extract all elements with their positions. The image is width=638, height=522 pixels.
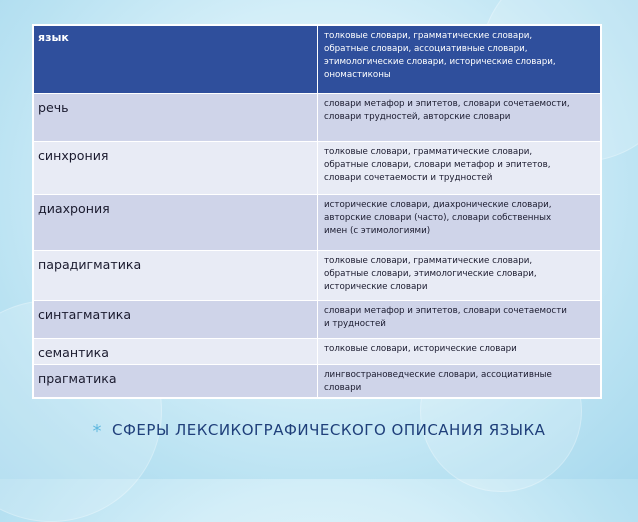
description-line: толковые словари, грамматические словари, [324,31,533,41]
description-line: обратные словари, словари метафор и эпитетов, [324,160,551,170]
description-line: обратные словари, этимологические словари, [324,269,537,279]
term-cell: парадигматика [34,251,318,301]
term-cell: синхрония [34,142,318,195]
description-line: ономастиконы [324,70,391,80]
description-cell [318,94,601,142]
term-cell: прагматика [34,365,318,398]
description-line: словари трудностей, авторские словари [324,112,511,122]
term-cell: диахрония [34,195,318,251]
dictionary-spheres-table [32,24,602,399]
term-cell: речь [34,94,318,142]
table-row [34,339,601,365]
description-cell [318,301,601,339]
table-row [34,365,601,398]
description-line: толковые словари, грамматические словари, [324,256,533,266]
term-cell: семантика [34,339,318,365]
description-line: имен (с этимологиями) [324,226,431,236]
description-line: словари метафор и эпитетов, словари сочетаемости [324,306,567,316]
description-line: толковые словари, исторические словари [324,344,517,354]
description-line: обратные словари, ассоциативные словари, [324,44,528,54]
table-row [34,26,601,94]
description-line: исторические словари, диахронические словари, [324,200,552,210]
table-row [34,301,601,339]
description-line: авторские словари (часто), словари собственных [324,213,552,223]
description-cell [318,339,601,365]
description-cell [318,26,601,94]
description-cell [318,142,601,195]
table-row [34,94,601,142]
description-cell [318,195,601,251]
description-line: словари метафор и эпитетов, словари сочетаемости, [324,99,570,109]
description-cell [318,365,601,398]
description-line: лингвострановедческие словари, ассоциативные [324,370,552,380]
description-line: толковые словари, грамматические словари, [324,147,533,157]
table-row [34,195,601,251]
description-cell [318,251,601,301]
table-row [34,142,601,195]
term-cell: язык [34,26,318,94]
slide-caption [0,421,638,442]
asterisk-bullet-icon: * [92,421,103,442]
description-line: словари сочетаемости и трудностей [324,173,493,183]
table-row [34,251,601,301]
description-line: этимологические словари, исторические словари, [324,57,556,67]
term-cell: синтагматика [34,301,318,339]
description-line: исторические словари [324,282,428,292]
description-line: и трудностей [324,319,386,329]
description-line: словари [324,383,362,393]
caption-text: СФЕРЫ ЛЕКСИКОГРАФИЧЕСКОГО ОПИСАНИЯ ЯЗЫКА [112,421,546,439]
table [33,25,601,398]
